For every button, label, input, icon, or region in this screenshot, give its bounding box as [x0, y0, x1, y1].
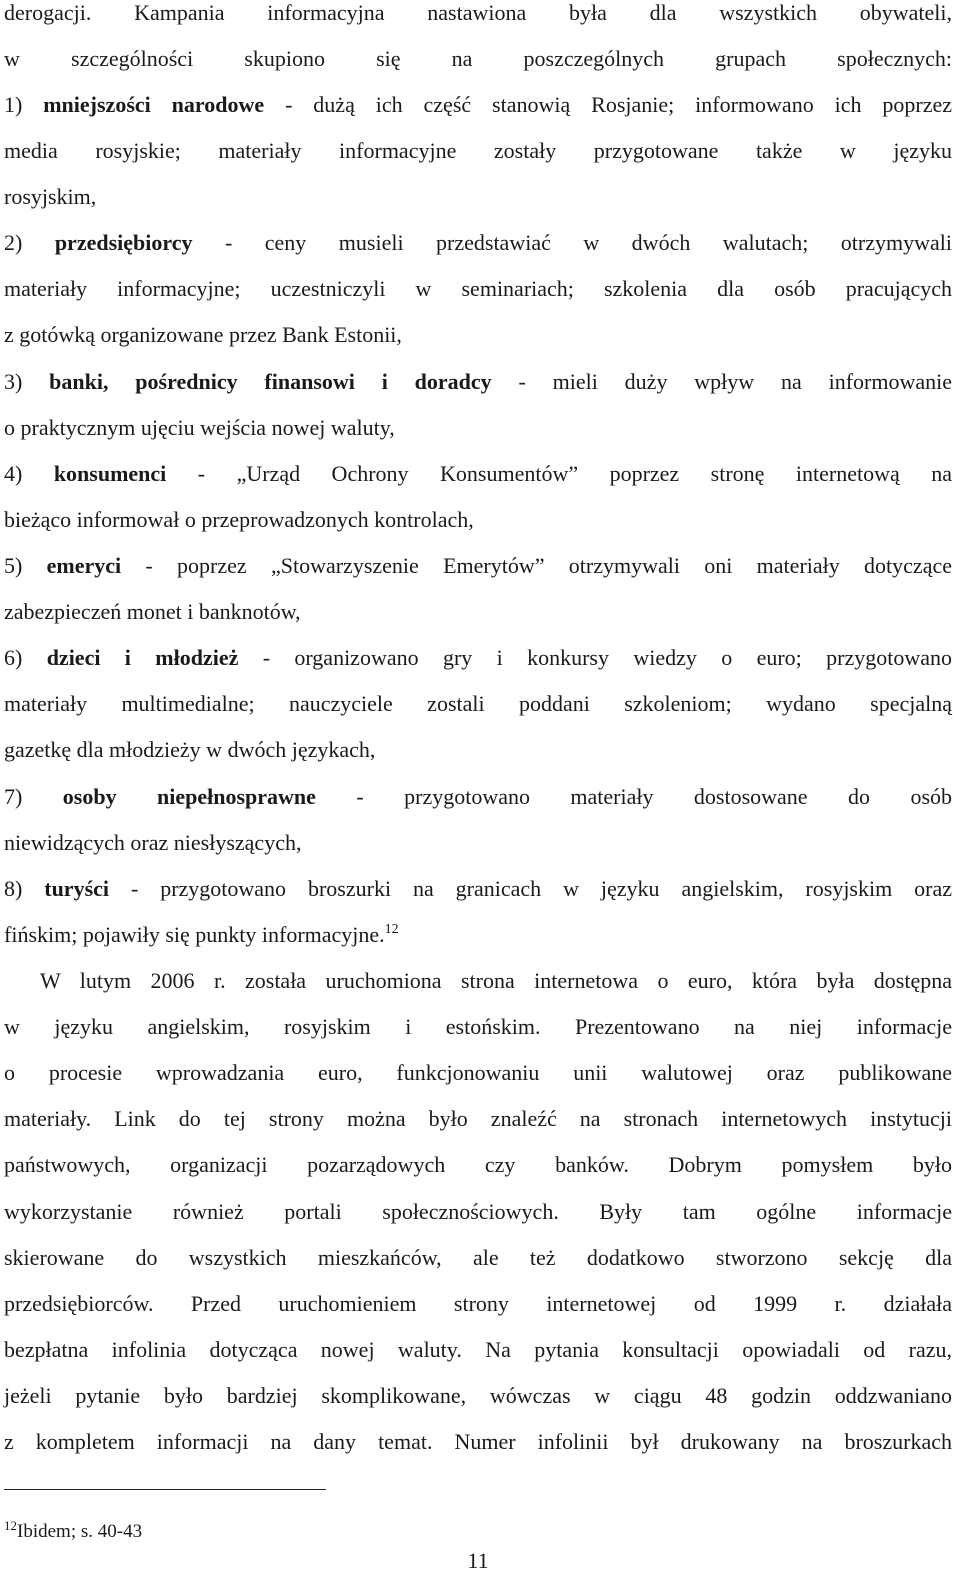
footnote-separator — [4, 1489, 326, 1490]
text-line: materiały multimedialne; nauczyciele zostali poddani szkoleniom; wydano specjalną — [4, 691, 952, 716]
text-line: w szczególności skupiono się na poszczególnych grupach społecznych: — [4, 46, 952, 71]
page-number: 11 — [467, 1548, 489, 1573]
text-line: derogacji. Kampania informacyjna nastawiona była dla wszystkich obywateli, — [4, 0, 952, 25]
text-line: z kompletem informacji na dany temat. Numer infolinii był drukowany na broszurkach — [4, 1429, 952, 1454]
footnote — [4, 1520, 142, 1544]
footnote-mark: 12 — [4, 1518, 17, 1533]
list-item-text: 1) mniejszości narodowe - dużą ich część stanowią Rosjanie; informowano ich poprzez — [4, 92, 952, 117]
text-line: z gotówką organizowane przez Bank Estonii, — [4, 322, 402, 347]
bold-term: emeryci — [46, 553, 122, 578]
text-line: materiały. Link do tej strony można było znaleźć na stronach internetowych instytucji — [4, 1106, 952, 1131]
text-line: jeżeli pytanie było bardziej skomplikowane, wówczas w ciągu 48 godzin oddzwaniano — [4, 1383, 952, 1408]
text-line: rosyjskim, — [4, 184, 97, 209]
text-line: w języku angielskim, rosyjskim i estońskim. Prezentowano na niej informacje — [4, 1014, 952, 1039]
paragraph-first-line: W lutym 2006 r. została uruchomiona strona internetowa o euro, która była dostępna — [40, 968, 952, 993]
bold-term: konsumenci — [53, 461, 167, 486]
bold-term: przedsiębiorcy — [54, 230, 193, 255]
text-line: materiały informacyjne; uczestniczyli w seminariach; szkolenia dla osób pracujących — [4, 276, 952, 301]
text-line: wykorzystanie również portali społecznościowych. Były tam ogólne informacje — [4, 1199, 952, 1224]
text-line: państwowych, organizacji pozarządowych czy banków. Dobrym pomysłem było — [4, 1152, 952, 1177]
bold-term: turyści — [44, 876, 110, 901]
list-item-text: 7) osoby niepełnosprawne - przygotowano materiały dostosowane do osób — [4, 784, 952, 809]
bold-term: banki, pośrednicy finansowi i doradcy — [49, 369, 492, 394]
list-item-text: 4) konsumenci - „Urząd Ochrony Konsumentów” poprzez stronę internetową na — [4, 461, 952, 486]
list-item-text: 3) banki, pośrednicy finansowi i doradcy - mieli duży wpływ na informowanie — [4, 369, 952, 394]
bold-term: dzieci i młodzież — [46, 645, 239, 670]
footnote-text: Ibidem; s. 40-43 — [17, 1521, 143, 1542]
list-item-text: 2) przedsiębiorcy - ceny musieli przedstawiać w dwóch walutach; otrzymywali — [4, 230, 952, 255]
text-line: fińskim; pojawiły się punkty informacyjne.$^{12}$ — [4, 922, 399, 947]
bold-term: osoby niepełnosprawne — [62, 784, 316, 809]
list-item-text: 5) emeryci - poprzez „Stowarzyszenie Emerytów” otrzymywali oni materiały dotyczące — [4, 553, 952, 578]
bold-term: mniejszości narodowe — [43, 92, 265, 117]
text-line: bieżąco informował o przeprowadzonych kontrolach, — [4, 507, 474, 532]
footnote-reference: 12 — [384, 922, 399, 937]
list-item-text: 6) dzieci i młodzież - organizowano gry i konkursy wiedzy o euro; przygotowano — [4, 645, 952, 670]
text-line: niewidzących oraz niesłyszących, — [4, 830, 302, 855]
text-line: o procesie wprowadzania euro, funkcjonowaniu unii walutowej oraz publikowane — [4, 1060, 952, 1085]
text-line: bezpłatna infolinia dotycząca nowej waluty. Na pytania konsultacji opowiadali od razu, — [4, 1337, 952, 1362]
text-line: o praktycznym ujęciu wejścia nowej waluty, — [4, 415, 395, 440]
text-line: przedsiębiorców. Przed uruchomieniem strony internetowej od 1999 r. działała — [4, 1291, 952, 1316]
text-line: skierowane do wszystkich mieszkańców, ale też dodatkowo stworzono sekcję dla — [4, 1245, 952, 1270]
list-item-text: 8) turyści - przygotowano broszurki na granicach w języku angielskim, rosyjskim oraz — [4, 876, 952, 901]
text-line: zabezpieczeń monet i banknotów, — [4, 599, 301, 624]
text-line: gazetkę dla młodzieży w dwóch językach, — [4, 737, 376, 762]
text-line: media rosyjskie; materiały informacyjne zostały przygotowane także w języku — [4, 138, 952, 163]
